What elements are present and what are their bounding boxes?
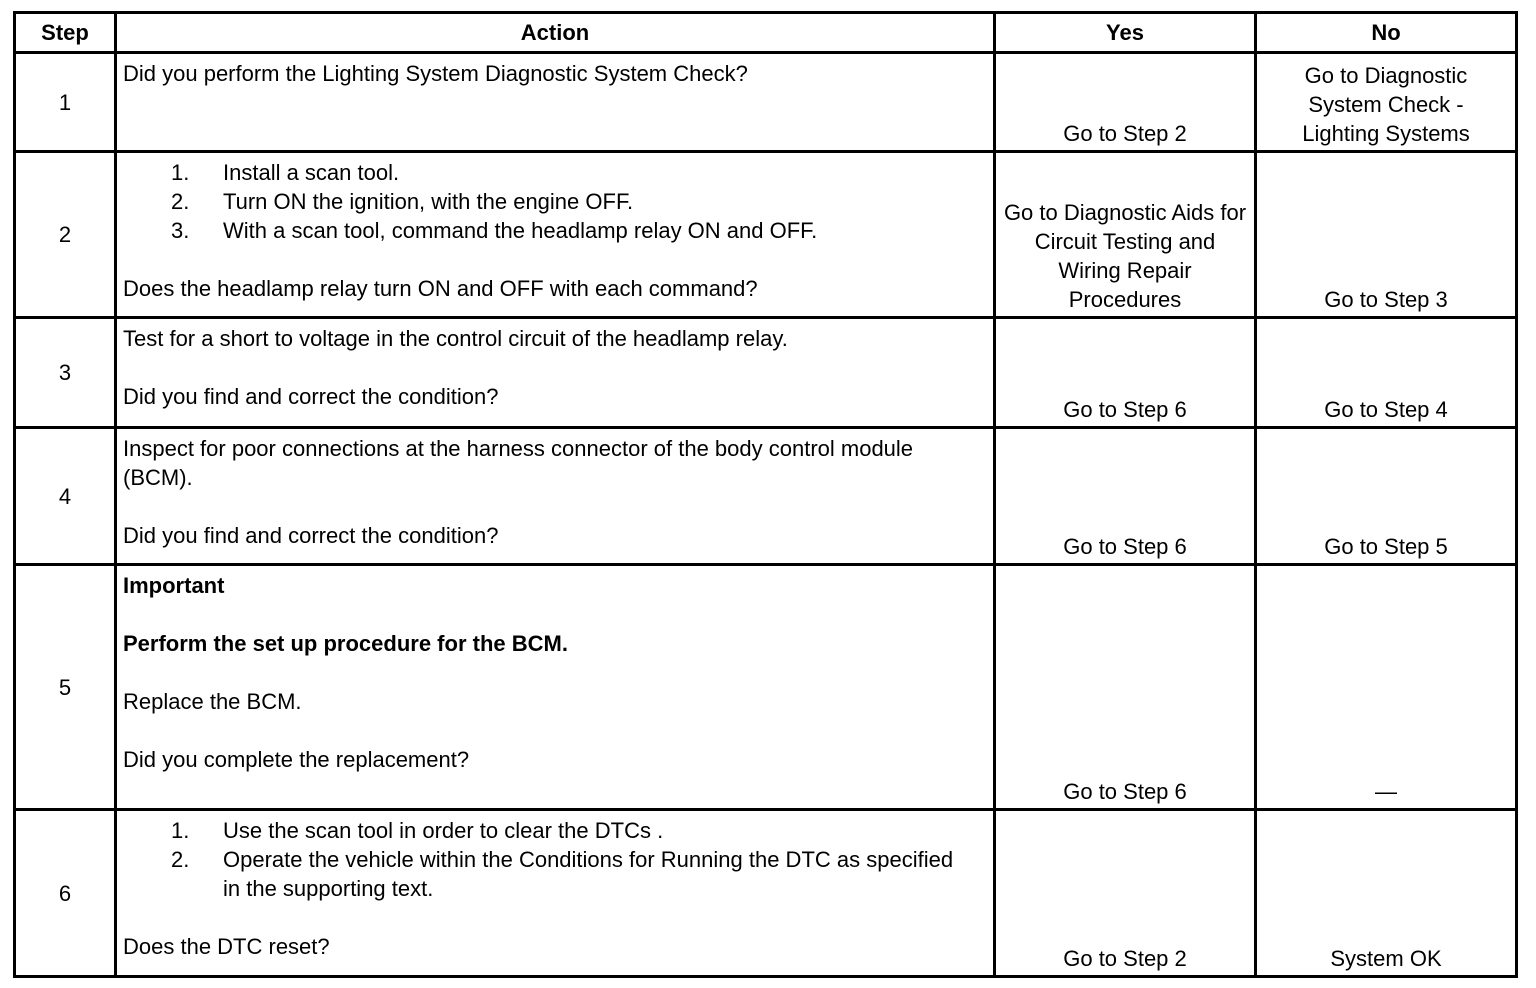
action-cell (116, 318, 995, 428)
action-cell (116, 53, 995, 152)
yes-result: Go to Step 6 (995, 318, 1256, 428)
list-item (171, 216, 987, 245)
step-number: 6 (15, 810, 116, 977)
yes-result: Go to Step 6 (995, 428, 1256, 565)
list-item (171, 187, 987, 216)
header-action: Action (116, 13, 995, 53)
list-item-number: 2. (171, 189, 190, 214)
yes-result: Go to Step 2 (995, 810, 1256, 977)
yes-result: Go to Diagnostic Aids for Circuit Testing and Wiring Repair Procedures (995, 152, 1256, 318)
action-instruction: Replace the BCM. (123, 689, 302, 714)
no-result: Go to Step 5 (1256, 428, 1517, 565)
action-question: Does the headlamp relay turn ON and OFF with each command? (123, 276, 758, 301)
action-instruction: Test for a short to voltage in the control circuit of the headlamp relay. (123, 326, 788, 351)
list-item-number: 2. (171, 847, 190, 872)
table-row (15, 428, 1517, 565)
header-step: Step (15, 13, 116, 53)
step-number: 3 (15, 318, 116, 428)
no-result: Go to Diagnostic System Check - Lighting Systems (1256, 53, 1517, 152)
step-number: 4 (15, 428, 116, 565)
no-result: Go to Step 3 (1256, 152, 1517, 318)
action-question: Did you complete the replacement? (123, 747, 470, 772)
yes-result: Go to Step 2 (995, 53, 1256, 152)
list-item-number: 3. (171, 218, 190, 243)
action-cell (116, 152, 995, 318)
step-number: 5 (15, 565, 116, 810)
table-row (15, 318, 1517, 428)
list-item-text: Turn ON the ignition, with the engine OFF. (223, 189, 634, 214)
action-instruction: Inspect for poor connections at the harness connector of the body control module (BCM). (123, 436, 914, 490)
action-cell (116, 565, 995, 810)
action-question: Did you perform the Lighting System Diagnostic System Check? (123, 61, 748, 86)
action-question: Does the DTC reset? (123, 934, 330, 959)
step-number: 1 (15, 53, 116, 152)
important-label: Important (123, 573, 225, 598)
table-row (15, 565, 1517, 810)
list-item (171, 845, 967, 903)
action-question: Did you find and correct the condition? (123, 384, 499, 409)
yes-result: Go to Step 6 (995, 565, 1256, 810)
diagnostic-table (13, 11, 1518, 978)
no-result: — (1256, 565, 1517, 810)
action-steps (123, 158, 987, 245)
action-cell (116, 428, 995, 565)
header-no: No (1256, 13, 1517, 53)
list-item-number: 1. (171, 160, 190, 185)
action-cell (116, 810, 995, 977)
header-row (15, 13, 1517, 53)
list-item-text: With a scan tool, command the headlamp relay ON and OFF. (223, 218, 818, 243)
list-item-text: Operate the vehicle within the Conditions for Running the DTC as specified in the supporting text. (223, 847, 954, 901)
table-row (15, 152, 1517, 318)
table-row (15, 53, 1517, 152)
important-note: Perform the set up procedure for the BCM. (123, 631, 568, 656)
action-question: Did you find and correct the condition? (123, 523, 499, 548)
no-result: System OK (1256, 810, 1517, 977)
list-item (171, 158, 987, 187)
table-row (15, 810, 1517, 977)
no-result: Go to Step 4 (1256, 318, 1517, 428)
header-yes: Yes (995, 13, 1256, 53)
list-item-text: Use the scan tool in order to clear the DTCs . (223, 818, 664, 843)
list-item-text: Install a scan tool. (223, 160, 400, 185)
list-item (171, 816, 967, 845)
list-item-number: 1. (171, 818, 190, 843)
step-number: 2 (15, 152, 116, 318)
action-steps (123, 816, 987, 903)
